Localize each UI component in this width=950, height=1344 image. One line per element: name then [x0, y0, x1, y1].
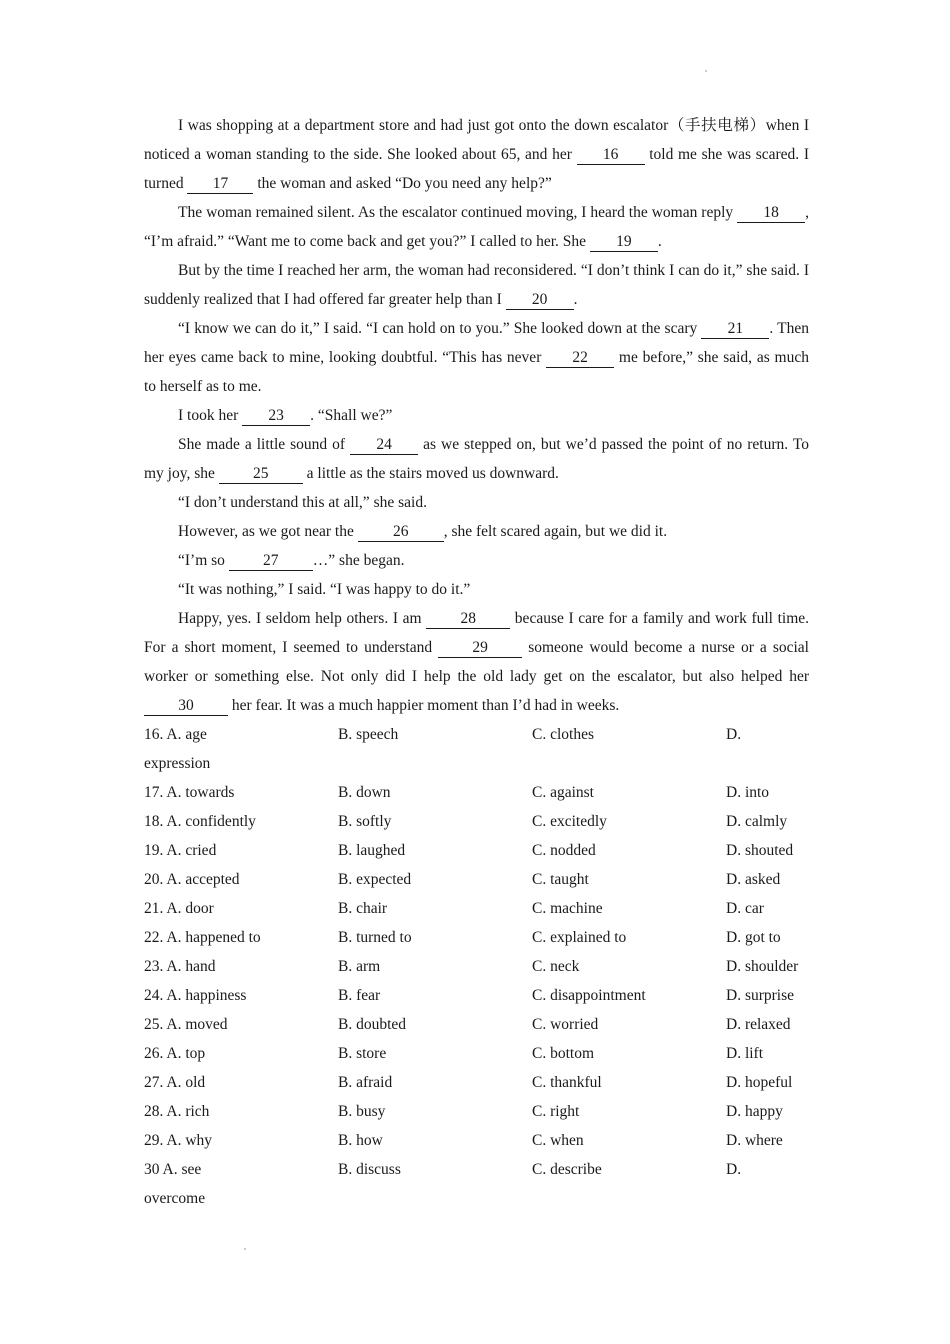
passage-text: “I don’t understand this at all,” she said. — [178, 494, 427, 511]
option-b: B. store — [338, 1045, 387, 1062]
option-c: C. machine — [532, 900, 603, 917]
passage-text: She made a little sound of — [178, 436, 351, 453]
passage-text: the woman and asked “Do you need any help?” — [253, 175, 552, 192]
option-d: D. calmly — [726, 813, 788, 830]
answer-options — [144, 720, 824, 1213]
passage-text: “I’m so — [178, 552, 229, 569]
passage-text: a little as the stairs moved us downward. — [302, 465, 559, 482]
passage-text: told me she was scared. I turned — [144, 146, 809, 192]
option-c: C. taught — [532, 871, 589, 888]
option-c: C. describe — [532, 1161, 602, 1178]
option-d: D. into — [726, 784, 770, 801]
passage-text: because I care for a family and work full time. For a short moment, I seemed to understand — [144, 610, 810, 656]
option-row — [144, 1068, 824, 1097]
scan-dot — [705, 70, 707, 72]
option-a: 26. A. top — [144, 1045, 206, 1062]
option-row — [144, 778, 824, 807]
passage-text: . “Shall we?” — [310, 407, 393, 424]
passage-paragraph — [144, 575, 809, 604]
passage-paragraph — [144, 314, 809, 401]
passage-paragraph — [144, 604, 809, 720]
option-d: D. surprise — [726, 987, 795, 1004]
option-row — [144, 894, 824, 923]
passage-text: her fear. It was a much happier moment than I’d had in weeks. — [228, 697, 620, 714]
option-d: D. asked — [726, 871, 781, 888]
passage-text: , she felt scared again, but we did it. — [443, 523, 668, 540]
option-d: D. — [726, 726, 742, 743]
option-b: B. doubted — [338, 1016, 407, 1033]
option-row — [144, 720, 824, 778]
blank-23: 23 — [242, 407, 310, 426]
option-a: 28. A. rich — [144, 1103, 210, 1120]
blank-17: 17 — [187, 175, 253, 194]
blank-27: 27 — [229, 552, 313, 571]
option-d: D. lift — [726, 1045, 764, 1062]
option-d: D. car — [726, 900, 764, 917]
passage-text: . Then her eyes came back to mine, looking doubtful. “This has never — [144, 320, 810, 366]
option-b: B. chair — [338, 900, 388, 917]
blank-29: 29 — [438, 639, 522, 658]
option-a: 29. A. why — [144, 1132, 213, 1149]
passage-paragraph — [144, 546, 809, 575]
passage-paragraph — [144, 517, 809, 546]
option-row — [144, 1039, 824, 1068]
blank-25: 25 — [219, 465, 303, 484]
passage-text: . — [573, 291, 578, 308]
option-a: 22. A. happened to — [144, 929, 261, 946]
passage-paragraph — [144, 256, 809, 314]
option-c: C. worried — [532, 1016, 599, 1033]
blank-24: 24 — [350, 436, 418, 455]
option-b: B. busy — [338, 1103, 386, 1120]
passage-text: Happy, yes. I seldom help others. I am — [178, 610, 427, 627]
option-b: B. softly — [338, 813, 392, 830]
blank-16: 16 — [577, 146, 645, 165]
blank-26: 26 — [358, 523, 444, 542]
passage-paragraph — [144, 488, 809, 517]
option-a: 30 A. see — [144, 1161, 202, 1178]
option-d: D. happy — [726, 1103, 783, 1120]
option-b: B. discuss — [338, 1161, 401, 1178]
passage-text: I took her — [178, 407, 243, 424]
option-a: 27. A. old — [144, 1074, 206, 1091]
passage-text: , “I’m afraid.” “Want me to come back and get you?” I called to her. She — [144, 204, 809, 250]
blank-21: 21 — [701, 320, 769, 339]
passage-text: “I know we can do it,” I said. “I can hold on to you.” She looked down at the scary — [178, 320, 702, 337]
passage-paragraph — [144, 401, 809, 430]
blank-28: 28 — [426, 610, 510, 629]
blank-30: 30 — [144, 697, 228, 716]
passage-text: someone would become a nurse or a social worker or something else. Not only did I help the old lady get on the escalator, but also helped her — [144, 639, 809, 685]
option-c: C. nodded — [532, 842, 596, 859]
option-row — [144, 1097, 824, 1126]
option-b: B. expected — [338, 871, 412, 888]
option-row — [144, 923, 824, 952]
option-d-continued: overcome — [144, 1190, 206, 1207]
option-b: B. speech — [338, 726, 399, 743]
passage-text: as we stepped on, but we’d passed the point of no return. To my joy, she — [144, 436, 809, 482]
option-c: C. clothes — [532, 726, 594, 743]
option-a: 18. A. confidently — [144, 813, 256, 830]
option-d: D. — [726, 1161, 742, 1178]
blank-22: 22 — [546, 349, 614, 368]
option-c: C. thankful — [532, 1074, 602, 1091]
option-d: D. where — [726, 1132, 783, 1149]
option-d: D. hopeful — [726, 1074, 793, 1091]
option-b: B. arm — [338, 958, 381, 975]
passage-text: The woman remained silent. As the escalator continued moving, I heard the woman reply — [178, 204, 738, 221]
blank-19: 19 — [590, 233, 658, 252]
option-c: C. neck — [532, 958, 580, 975]
passage-text: I was shopping at a department store and had just got onto the down escalator（手扶电梯）when I noticed a woman standing to the side. She looked about 65, and her — [144, 117, 809, 163]
option-a: 17. A. towards — [144, 784, 235, 801]
option-d: D. shouted — [726, 842, 794, 859]
option-b: B. turned to — [338, 929, 412, 946]
option-row — [144, 1010, 824, 1039]
option-c: C. bottom — [532, 1045, 595, 1062]
passage-text: “It was nothing,” I said. “I was happy to do it.” — [178, 581, 471, 598]
option-c: C. when — [532, 1132, 584, 1149]
passage-text: But by the time I reached her arm, the woman had reconsidered. “I don’t think I can do it,” she said. I suddenly realized that I had offered far greater help than I — [144, 262, 809, 308]
option-row — [144, 807, 824, 836]
passage-text: me before,” she said, as much to herself as to me. — [144, 349, 809, 395]
option-a: 20. A. accepted — [144, 871, 240, 888]
option-row — [144, 981, 824, 1010]
cloze-passage — [144, 111, 809, 720]
option-d: D. got to — [726, 929, 781, 946]
passage-paragraph — [144, 111, 809, 198]
option-row — [144, 1155, 824, 1213]
option-c: C. against — [532, 784, 594, 801]
option-b: B. how — [338, 1132, 383, 1149]
option-b: B. afraid — [338, 1074, 393, 1091]
option-row — [144, 1126, 824, 1155]
option-c: C. disappointment — [532, 987, 646, 1004]
option-c: C. excitedly — [532, 813, 607, 830]
option-d: D. shoulder — [726, 958, 799, 975]
option-row — [144, 836, 824, 865]
blank-18: 18 — [737, 204, 805, 223]
passage-text: . — [657, 233, 662, 250]
option-b: B. down — [338, 784, 391, 801]
passage-paragraph — [144, 430, 809, 488]
option-d-continued: expression — [144, 755, 211, 772]
option-c: C. explained to — [532, 929, 627, 946]
option-b: B. fear — [338, 987, 381, 1004]
option-d: D. relaxed — [726, 1016, 791, 1033]
option-a: 19. A. cried — [144, 842, 217, 859]
option-a: 23. A. hand — [144, 958, 216, 975]
passage-text: However, as we got near the — [178, 523, 358, 540]
passage-paragraph — [144, 198, 809, 256]
option-a: 16. A. age — [144, 726, 207, 743]
option-b: B. laughed — [338, 842, 406, 859]
blank-20: 20 — [506, 291, 574, 310]
scan-dot — [244, 1248, 246, 1250]
option-row — [144, 865, 824, 894]
option-a: 25. A. moved — [144, 1016, 228, 1033]
option-a: 21. A. door — [144, 900, 214, 917]
passage-text: …” she began. — [312, 552, 405, 569]
option-a: 24. A. happiness — [144, 987, 247, 1004]
option-c: C. right — [532, 1103, 580, 1120]
option-row — [144, 952, 824, 981]
